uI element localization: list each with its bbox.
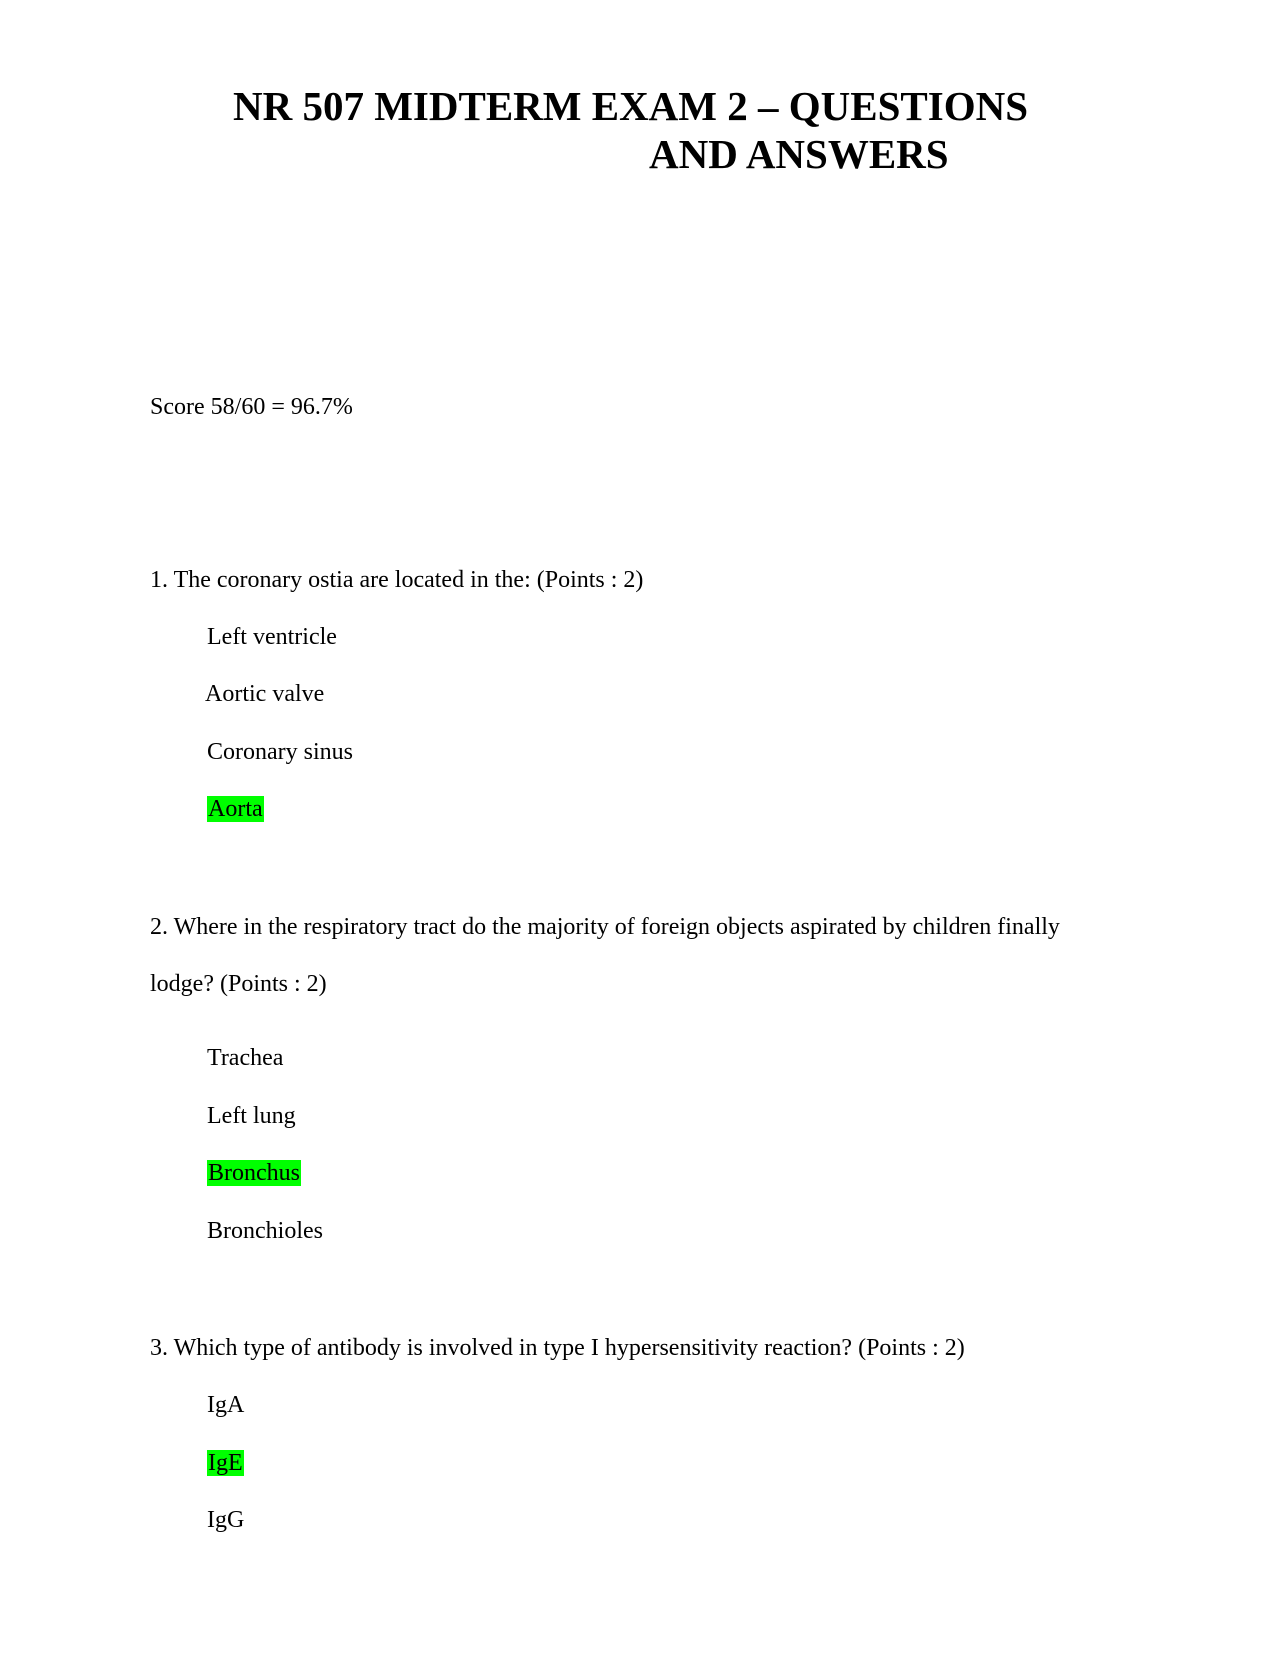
highlighted-answer: Aorta — [208, 796, 263, 822]
option-label: Trachea — [207, 1045, 284, 1071]
question-3-option-1 — [207, 1390, 244, 1420]
question-3-option-2-correct — [207, 1448, 244, 1478]
question-1-option-3 — [207, 737, 353, 767]
score-text: Score 58/60 = 96.7% — [150, 394, 353, 420]
question-2-option-1 — [207, 1043, 283, 1073]
option-label: Left lung — [207, 1103, 296, 1129]
highlighted-answer: IgE — [208, 1450, 243, 1476]
option-label: Left ventricle — [207, 624, 337, 650]
question-2-option-2 — [207, 1101, 296, 1131]
question-2-text-line-1: 2. Where in the respiratory tract do the majority of foreign objects aspirated by children finally — [150, 914, 1060, 940]
question-2-option-4 — [207, 1216, 323, 1246]
question-2-option-3-correct — [207, 1158, 301, 1188]
option-label: IgA — [207, 1392, 245, 1418]
highlighted-answer: Bronchus — [208, 1160, 300, 1186]
question-1-text: 1. The coronary ostia are located in the: (Points : 2) — [150, 567, 644, 593]
option-label: Bronchioles — [207, 1218, 323, 1244]
question-1-option-1 — [207, 622, 337, 652]
title-text-1: NR 507 MIDTERM EXAM 2 – QUESTIONS — [233, 83, 1028, 129]
option-label: Aortic valve — [205, 681, 325, 707]
question-1-option-4-correct — [207, 794, 264, 824]
question-3-text: 3. Which type of antibody is involved in type I hypersensitivity reaction? (Points : 2) — [150, 1335, 965, 1361]
option-label: Coronary sinus — [207, 739, 353, 765]
title-text-2: AND ANSWERS — [649, 131, 949, 177]
question-3-option-3 — [207, 1505, 244, 1535]
question-1-option-2 — [205, 679, 324, 709]
question-2-text-line-2: lodge? (Points : 2) — [150, 971, 327, 997]
option-label: IgG — [207, 1507, 245, 1533]
